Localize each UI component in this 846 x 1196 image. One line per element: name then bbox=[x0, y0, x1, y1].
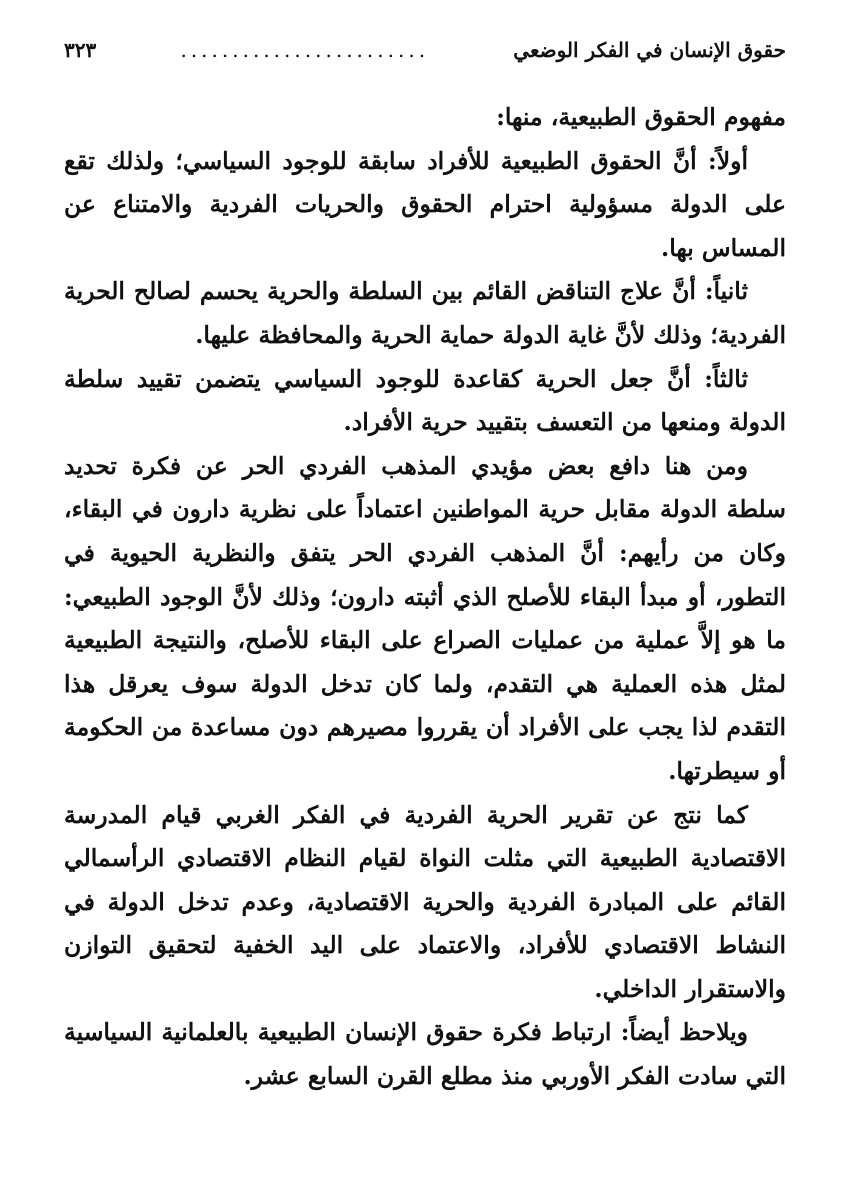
body-text bbox=[64, 96, 786, 1099]
paragraph-darwin-theory: ومن هنا دافع بعض مؤيدي المذهب الفردي الحر عن فكرة تحديد سلطة الدولة مقابل حرية المواطنين اعتماداً على نظرية دارون في البقاء، وكان من رأيهم: أنَّ المذهب الفردي الحر يتفق والنظرية الحيوية في التطور، أو مبدأ البقاء للأصلح الذي أثبته دارون؛ وذلك لأنَّ الوجود الطبيعي: ما هو إلاَّ عملية من عمليات الصراع على البقاء للأصلح، والنتيجة الطبيعية لمثل هذه العملية هي التقدم، ولما كان تدخل الدولة سوف يعرقل هذا التقدم لذا يجب على الأفراد أن يقرروا مصيرهم دون مساعدة من الحكومة أو سيطرتها. bbox=[64, 451, 786, 785]
running-header-title: حقوق الإنسان في الفكر الوضعي bbox=[513, 38, 786, 62]
paragraph-second-point: ثانياً: أنَّ علاج التناقض القائم بين السلطة والحرية يحسم لصالح الحرية الفردية؛ وذلك لأنَّ غاية الدولة حماية الحرية والمحافظة عليها. bbox=[64, 277, 786, 349]
page-number: ٣٢٣ bbox=[64, 38, 97, 62]
running-header bbox=[64, 30, 786, 70]
paragraph-intro: مفهوم الحقوق الطبيعية، منها: bbox=[496, 103, 786, 131]
leader-dots: ........................ bbox=[180, 38, 430, 62]
paragraph-secularism: ويلاحظ أيضاً: ارتباط فكرة حقوق الإنسان الطبيعية بالعلمانية السياسية التي سادت الفكر الأوربي منذ مطلع القرن السابع عشر. bbox=[64, 1018, 786, 1091]
paragraph-third-point: ثالثاً: أنَّ جعل الحرية كقاعدة للوجود السياسي يتضمن تقييد سلطة الدولة ومنعها من التعسف بتقييد حرية الأفراد. bbox=[64, 364, 786, 437]
paragraph-first-point: أولاً: أنَّ الحقوق الطبيعية للأفراد سابقة للوجود السياسي؛ ولذلك تقع على الدولة مسؤولية احترام الحقوق والحريات الفردية والامتناع عن المساس بها. bbox=[64, 146, 786, 262]
paragraph-economic-school: كما نتج عن تقرير الحرية الفردية في الفكر الغربي قيام المدرسة الاقتصادية الطبيعية التي مثلت النواة لقيام النظام الاقتصادي الرأسمالي القائم على المبادرة الفردية والحرية الاقتصادية، وعدم تدخل الدولة في النشاط الاقتصادي للأفراد، والاعتماد على اليد الخفية لتحقيق التوازن والاستقرار الداخلي. bbox=[64, 800, 786, 1003]
